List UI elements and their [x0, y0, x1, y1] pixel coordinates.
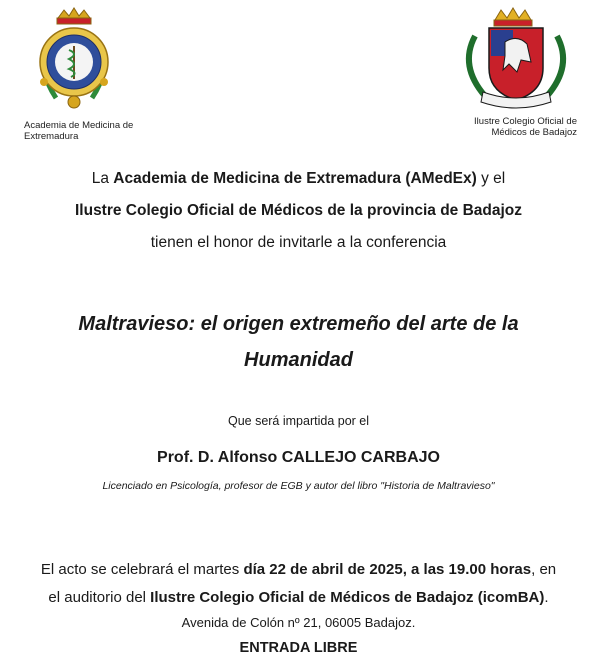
- details-text: el auditorio del: [48, 589, 151, 606]
- venue-address: Avenida de Colón nº 21, 06005 Badajoz.: [181, 615, 416, 630]
- intro-line-1: [0, 163, 597, 195]
- academia-logo: [24, 6, 154, 142]
- speaker-name: Prof. D. Alfonso CALLEJO CARBAJO: [157, 449, 440, 466]
- details-line-1: [0, 556, 597, 584]
- venue-name: Ilustre Colegio Oficial de Médicos de Badajoz (icomBA): [150, 589, 545, 606]
- details-text: El acto se celebrará el martes: [40, 561, 244, 578]
- intro-line-3: tienen el honor de invitarle a la conferencia: [150, 234, 447, 251]
- speaker-description: Licenciado en Psicología, profesor de EGB y autor del libro "Historia de Maltravieso": [102, 480, 495, 492]
- caption-line: Extremadura: [24, 131, 79, 142]
- intro-text: La: [91, 170, 114, 187]
- details-text: , en: [531, 561, 557, 578]
- title-line: Humanidad: [244, 349, 353, 371]
- details-line-2: [0, 584, 597, 612]
- academia-seal-icon: [24, 6, 124, 114]
- intro-text: y el: [476, 170, 506, 187]
- colegio-logo-caption: [455, 116, 577, 138]
- title-line: Maltravieso: el origen extremeño del arte de la: [78, 313, 519, 335]
- free-entry-label: ENTRADA LIBRE: [239, 640, 358, 656]
- caption-line: Academia de Medicina de: [24, 120, 134, 131]
- invitation-intro: [0, 163, 597, 259]
- colegio-name: Ilustre Colegio Oficial de Médicos de la provincia de Badajoz: [74, 202, 523, 219]
- academia-name: Academia de Medicina de Extremadura (AMedEx): [113, 170, 477, 187]
- conference-title: [0, 306, 597, 378]
- lecturer-intro: Que será impartida por el: [227, 414, 370, 428]
- details-text: .: [544, 589, 549, 606]
- event-date-time: día 22 de abril de 2025, a las 19.00 horas: [243, 561, 532, 578]
- caption-line: Ilustre Colegio Oficial de: [474, 116, 577, 127]
- event-details: [0, 556, 597, 612]
- caption-line: Médicos de Badajoz: [491, 127, 577, 138]
- academia-logo-caption: [24, 120, 154, 142]
- colegio-coat-of-arms-icon: [455, 6, 577, 110]
- colegio-logo: [455, 6, 577, 138]
- intro-line-2: [0, 195, 597, 227]
